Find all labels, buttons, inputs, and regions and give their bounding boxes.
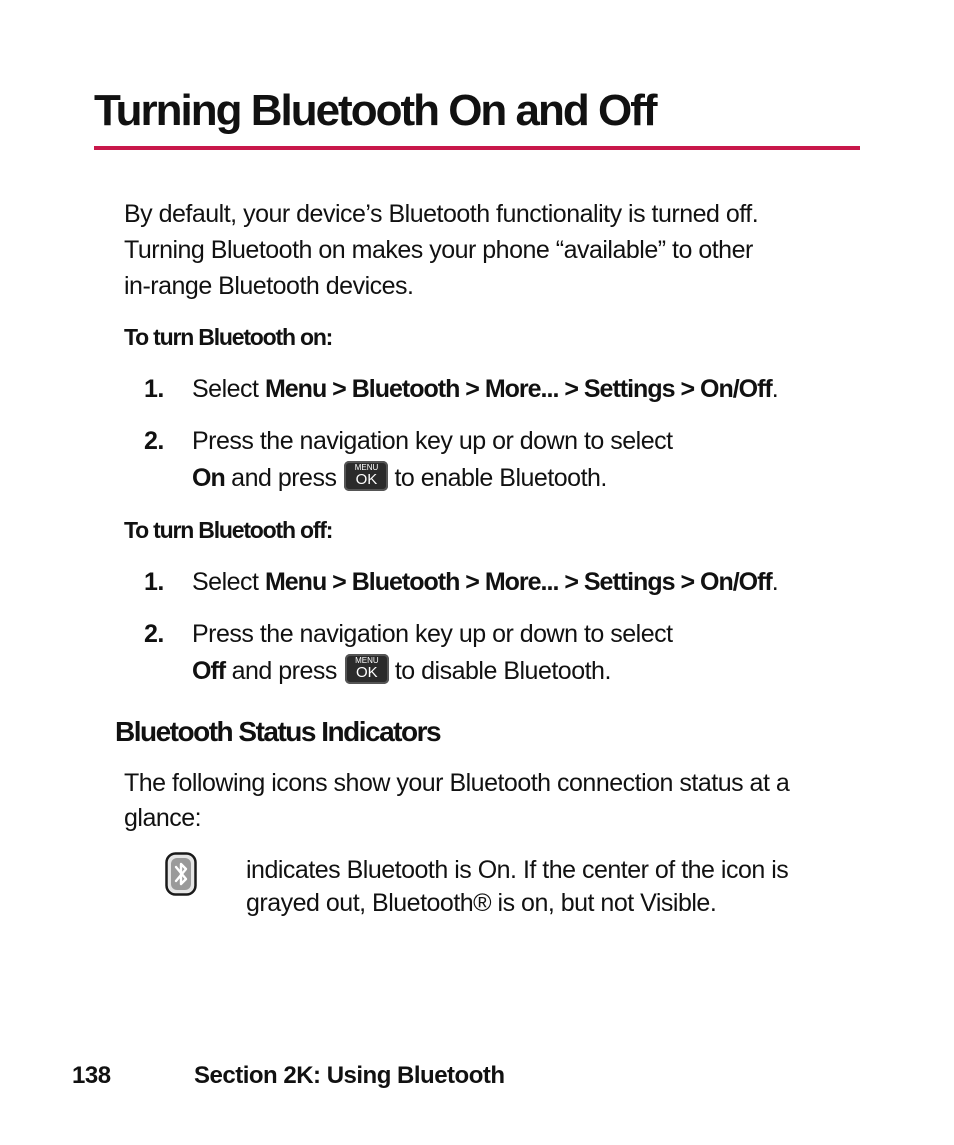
menu-ok-key-icon	[345, 654, 389, 684]
turn-on-heading: To turn Bluetooth on:	[124, 324, 333, 350]
step-suffix: .	[771, 375, 779, 403]
indicator-description: indicates Bluetooth is On. If the center of the icon is grayed out, Bluetooth® is on, but not Visible.	[246, 856, 789, 917]
step-text	[192, 423, 832, 497]
option-off: Off	[192, 657, 226, 685]
step-number: 2.	[144, 620, 164, 648]
menu-path: Menu > Bluetooth > More... > Settings > On/Off	[264, 568, 772, 596]
status-intro: The following icons show your Bluetooth connection status at a glance:	[124, 769, 790, 832]
step-end: to disable Bluetooth.	[394, 657, 611, 685]
key-bottom-label: OK	[355, 471, 378, 488]
step-text	[192, 371, 832, 408]
menu-path: Menu > Bluetooth > More... > Settings > On/Off	[264, 375, 772, 403]
step-prefix: Select	[192, 375, 259, 403]
step-mid: and press	[231, 657, 337, 685]
title-rule-bar	[94, 146, 860, 150]
step-number: 1.	[144, 375, 164, 403]
step-line-1: Press the navigation key up or down to select	[192, 620, 673, 648]
key-bottom-label: OK	[356, 664, 378, 681]
step-end: to enable Bluetooth.	[394, 464, 607, 492]
menu-ok-key-icon	[344, 461, 388, 491]
page-number: 138	[72, 1062, 111, 1089]
bluetooth-icon	[165, 852, 197, 896]
title-rule	[94, 146, 860, 150]
key-top-label: MENU	[354, 463, 379, 472]
step-text	[192, 564, 832, 601]
step-mid: and press	[231, 464, 337, 492]
step-text	[192, 616, 832, 690]
page-title: Turning Bluetooth On and Off	[94, 86, 656, 135]
step-suffix: .	[771, 568, 779, 596]
intro-paragraph: By default, your device’s Bluetooth functionality is turned off. Turning Bluetooth on makes your phone “available” to other in-range Bluetooth devices.	[124, 200, 759, 300]
step-prefix: Select	[192, 568, 259, 596]
turn-off-heading: To turn Bluetooth off:	[124, 517, 333, 543]
key-top-label: MENU	[355, 656, 379, 665]
step-number: 2.	[144, 427, 164, 455]
option-on: On	[192, 464, 225, 492]
status-heading: Bluetooth Status Indicators	[115, 716, 441, 747]
footer-section-title: Section 2K: Using Bluetooth	[194, 1062, 505, 1089]
step-number: 1.	[144, 568, 164, 596]
step-line-1: Press the navigation key up or down to select	[192, 427, 673, 455]
